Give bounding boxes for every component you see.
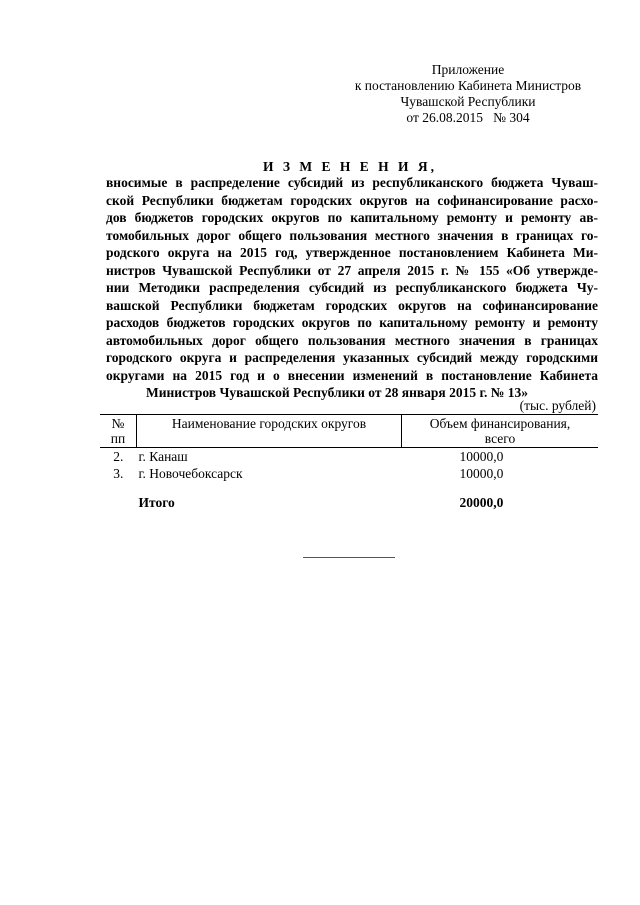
subtitle-line: вашской Республики бюджетам городских округов на софинансирование <box>106 297 598 313</box>
header-number-line: пп <box>110 431 126 446</box>
appendix-date-number: от 26.08.2015 № 304 <box>406 110 530 125</box>
subtitle-line: родского округа на 2015 год, утвержденное постановлением Кабинета Ми- <box>106 245 598 260</box>
total-row <box>100 482 598 511</box>
appendix-header <box>340 62 596 126</box>
document-subtitle <box>106 174 598 402</box>
row-name: г. Канаш <box>138 449 188 464</box>
header-volume-line: всего <box>484 431 516 446</box>
appendix-resolution: к постановлению Кабинета Министров <box>354 78 582 93</box>
subsidy-table <box>100 414 598 511</box>
header-name: Наименование городских округов <box>137 415 402 448</box>
total-label: Итого <box>138 495 175 510</box>
closing-rule <box>303 557 395 558</box>
row-number: 2. <box>113 449 124 464</box>
subtitle-line: дов бюджетов городских округов по капитальному ремонту и ремонту ав- <box>106 210 598 225</box>
table-row <box>100 448 598 466</box>
subtitle-line: городского округа и распределения указанных субсидий между городскими <box>106 350 598 365</box>
appendix-republic: Чувашской Республики <box>400 94 536 109</box>
header-volume <box>402 415 599 448</box>
header-number-line: № <box>111 416 125 431</box>
subtitle-line: ской Республики бюджетам городских округов на софинансирование расхо- <box>106 192 598 208</box>
row-number: 3. <box>113 466 124 481</box>
subtitle-line: вносимые в распределение субсидий из республиканского бюджета Чуваш- <box>106 175 598 190</box>
subtitle-line: нистров Чувашской Республики от 27 апреля 2015 г. № 155 «Об утвержде- <box>106 262 598 278</box>
subtitle-line: автомобильных дорог общего пользования местного значения в границах <box>106 332 598 348</box>
header-number <box>100 415 137 448</box>
table-header-row <box>100 415 598 448</box>
row-volume: 10000,0 <box>459 466 504 481</box>
subtitle-line: Министров Чувашской Республики от 28 января 2015 г. № 13» <box>146 385 528 400</box>
appendix-label: Приложение <box>431 62 505 77</box>
currency-unit: (тыс. рублей) <box>519 398 596 413</box>
subtitle-line: округами на 2015 год и о внесении изменений в постановление Кабинета <box>106 367 598 383</box>
total-empty <box>100 482 137 511</box>
total-volume: 20000,0 <box>459 495 504 510</box>
header-volume-line: Объем финансирования, <box>429 416 571 431</box>
subtitle-line: томобильных дорог общего пользования местного значения в границах го- <box>106 227 598 243</box>
row-volume: 10000,0 <box>459 449 504 464</box>
subtitle-line: нии Методики распределения субсидий из республиканского бюджета Чу- <box>106 280 598 295</box>
table-row <box>100 465 598 482</box>
document-title: И З М Е Н Е Н И Я, <box>262 159 437 174</box>
row-name: г. Новочебоксарск <box>138 466 243 481</box>
subtitle-line: расходов бюджетов городских округов по капитальному ремонту и ремонту <box>106 315 598 330</box>
